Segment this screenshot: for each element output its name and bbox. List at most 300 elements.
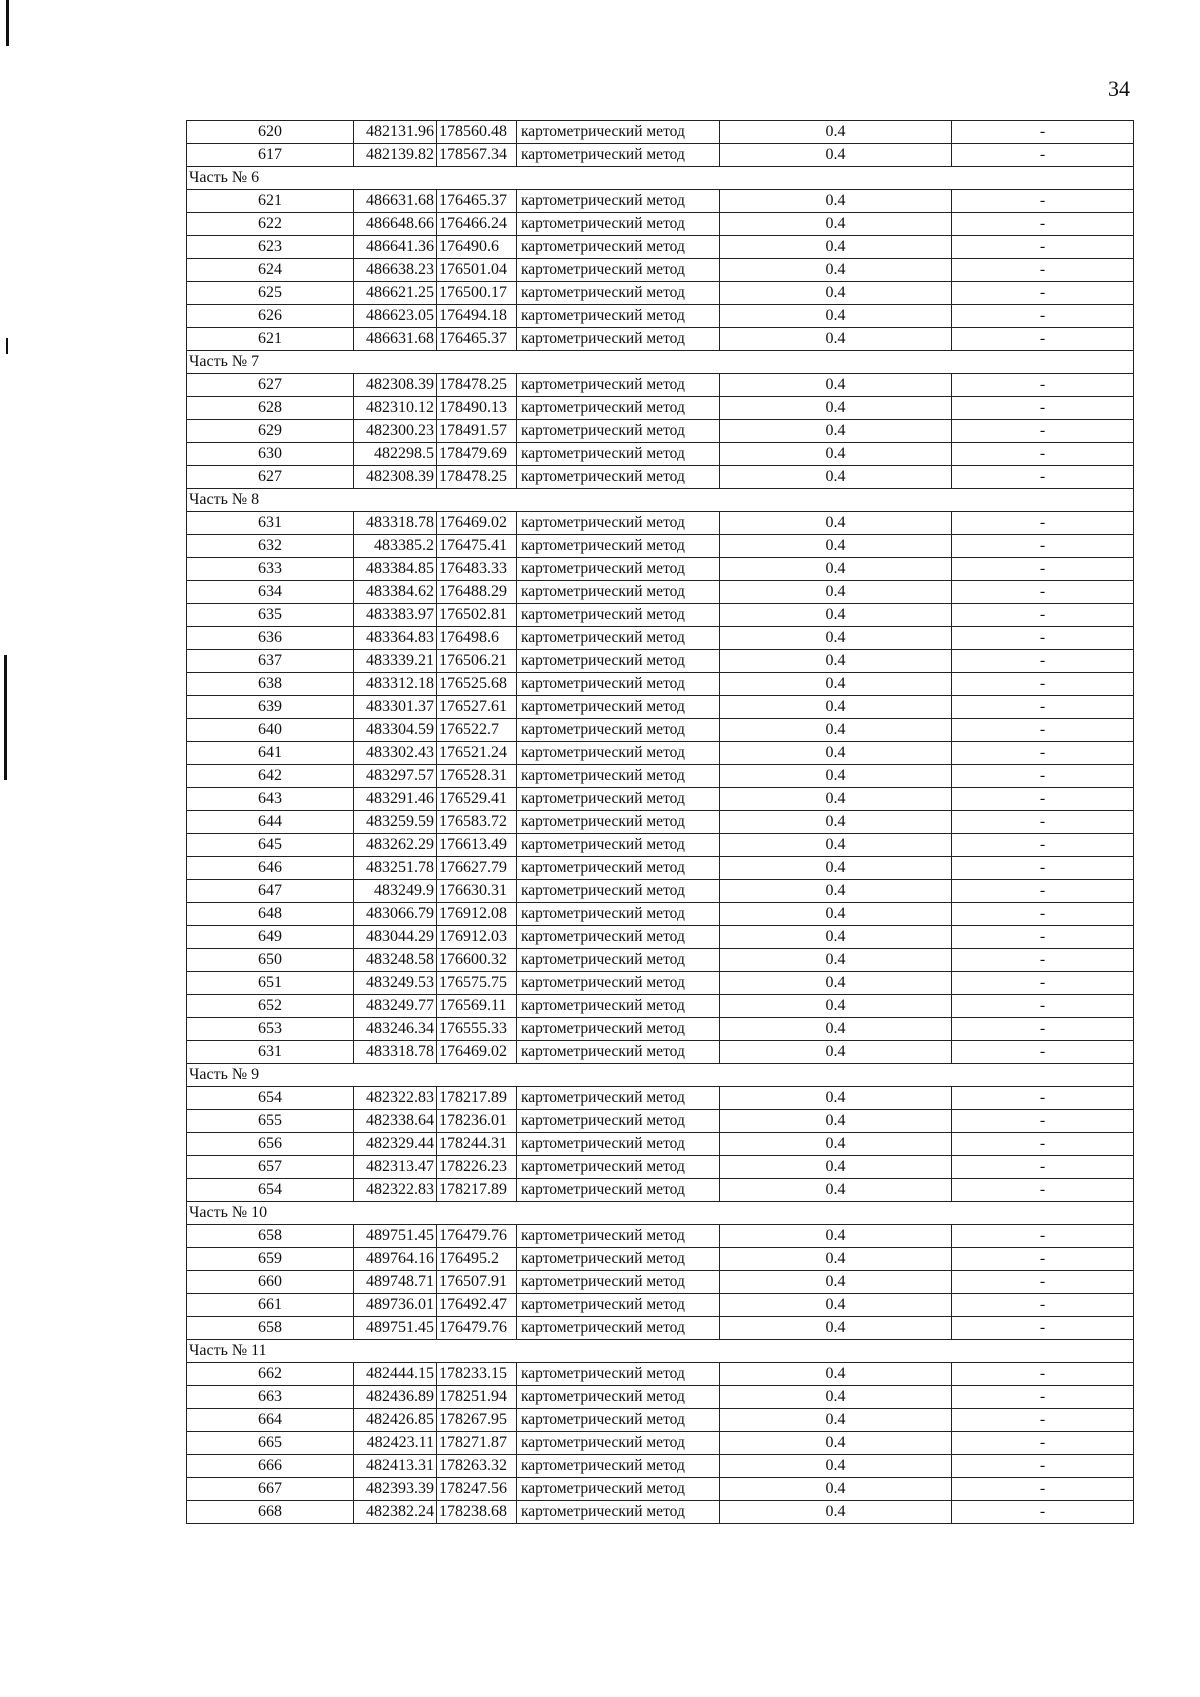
table-row bbox=[187, 581, 1134, 604]
coord-x-cell: 483044.29 bbox=[354, 926, 437, 949]
method-cell: картометрический метод bbox=[517, 1225, 720, 1248]
coordinates-table-body bbox=[187, 121, 1134, 1524]
precision-cell: 0.4 bbox=[720, 1041, 952, 1064]
method-cell: картометрический метод bbox=[517, 213, 720, 236]
method-cell: картометрический метод bbox=[517, 627, 720, 650]
precision-cell: 0.4 bbox=[720, 1179, 952, 1202]
method-cell: картометрический метод bbox=[517, 949, 720, 972]
table-row bbox=[187, 719, 1134, 742]
coord-x-cell: 489751.45 bbox=[354, 1225, 437, 1248]
coord-y-cell: 176600.32 bbox=[437, 949, 517, 972]
coord-y-cell: 176521.24 bbox=[437, 742, 517, 765]
coord-x-cell: 483383.97 bbox=[354, 604, 437, 627]
method-cell: картометрический метод bbox=[517, 1363, 720, 1386]
coord-x-cell: 483385.2 bbox=[354, 535, 437, 558]
description-cell: - bbox=[952, 282, 1134, 305]
method-cell: картометрический метод bbox=[517, 328, 720, 351]
precision-cell: 0.4 bbox=[720, 1478, 952, 1501]
point-number-cell: 623 bbox=[187, 236, 354, 259]
table-row bbox=[187, 1432, 1134, 1455]
coord-y-cell: 176483.33 bbox=[437, 558, 517, 581]
coord-y-cell: 176525.68 bbox=[437, 673, 517, 696]
method-cell: картометрический метод bbox=[517, 926, 720, 949]
coord-x-cell: 483384.85 bbox=[354, 558, 437, 581]
method-cell: картометрический метод bbox=[517, 259, 720, 282]
description-cell: - bbox=[952, 190, 1134, 213]
method-cell: картометрический метод bbox=[517, 650, 720, 673]
point-number-cell: 638 bbox=[187, 673, 354, 696]
point-number-cell: 650 bbox=[187, 949, 354, 972]
coord-y-cell: 176506.21 bbox=[437, 650, 517, 673]
coord-y-cell: 178479.69 bbox=[437, 443, 517, 466]
precision-cell: 0.4 bbox=[720, 1317, 952, 1340]
part-header-row bbox=[187, 167, 1134, 190]
description-cell: - bbox=[952, 213, 1134, 236]
precision-cell: 0.4 bbox=[720, 972, 952, 995]
description-cell: - bbox=[952, 1478, 1134, 1501]
precision-cell: 0.4 bbox=[720, 1501, 952, 1524]
precision-cell: 0.4 bbox=[720, 535, 952, 558]
coord-y-cell: 176569.11 bbox=[437, 995, 517, 1018]
coord-y-cell: 176475.41 bbox=[437, 535, 517, 558]
scan-mark bbox=[4, 655, 7, 780]
table-row bbox=[187, 1271, 1134, 1294]
coord-x-cell: 483249.53 bbox=[354, 972, 437, 995]
coord-y-cell: 178217.89 bbox=[437, 1087, 517, 1110]
precision-cell: 0.4 bbox=[720, 834, 952, 857]
coord-x-cell: 489748.71 bbox=[354, 1271, 437, 1294]
point-number-cell: 631 bbox=[187, 1041, 354, 1064]
table-row bbox=[187, 144, 1134, 167]
table-row bbox=[187, 650, 1134, 673]
table-row bbox=[187, 374, 1134, 397]
coord-x-cell: 482426.85 bbox=[354, 1409, 437, 1432]
method-cell: картометрический метод bbox=[517, 1179, 720, 1202]
table-row bbox=[187, 213, 1134, 236]
coord-x-cell: 482444.15 bbox=[354, 1363, 437, 1386]
point-number-cell: 642 bbox=[187, 765, 354, 788]
coord-x-cell: 482382.24 bbox=[354, 1501, 437, 1524]
method-cell: картометрический метод bbox=[517, 995, 720, 1018]
point-number-cell: 652 bbox=[187, 995, 354, 1018]
coord-y-cell: 178226.23 bbox=[437, 1156, 517, 1179]
coord-y-cell: 178271.87 bbox=[437, 1432, 517, 1455]
coord-x-cell: 482300.23 bbox=[354, 420, 437, 443]
description-cell: - bbox=[952, 1133, 1134, 1156]
coord-x-cell: 483259.59 bbox=[354, 811, 437, 834]
table-row bbox=[187, 1225, 1134, 1248]
description-cell: - bbox=[952, 1294, 1134, 1317]
description-cell: - bbox=[952, 788, 1134, 811]
description-cell: - bbox=[952, 1501, 1134, 1524]
part-label: Часть № 8 bbox=[187, 489, 1134, 512]
description-cell: - bbox=[952, 1317, 1134, 1340]
table-row bbox=[187, 696, 1134, 719]
point-number-cell: 658 bbox=[187, 1317, 354, 1340]
method-cell: картометрический метод bbox=[517, 1386, 720, 1409]
method-cell: картометрический метод bbox=[517, 581, 720, 604]
point-number-cell: 622 bbox=[187, 213, 354, 236]
method-cell: картометрический метод bbox=[517, 1133, 720, 1156]
method-cell: картометрический метод bbox=[517, 397, 720, 420]
precision-cell: 0.4 bbox=[720, 903, 952, 926]
point-number-cell: 657 bbox=[187, 1156, 354, 1179]
precision-cell: 0.4 bbox=[720, 696, 952, 719]
description-cell: - bbox=[952, 1363, 1134, 1386]
coord-x-cell: 483318.78 bbox=[354, 512, 437, 535]
method-cell: картометрический метод bbox=[517, 443, 720, 466]
coord-y-cell: 176912.08 bbox=[437, 903, 517, 926]
method-cell: картометрический метод bbox=[517, 1018, 720, 1041]
coord-y-cell: 176494.18 bbox=[437, 305, 517, 328]
coord-y-cell: 176479.76 bbox=[437, 1225, 517, 1248]
description-cell: - bbox=[952, 535, 1134, 558]
method-cell: картометрический метод bbox=[517, 1110, 720, 1133]
table-row bbox=[187, 535, 1134, 558]
method-cell: картометрический метод bbox=[517, 972, 720, 995]
precision-cell: 0.4 bbox=[720, 466, 952, 489]
point-number-cell: 630 bbox=[187, 443, 354, 466]
coord-y-cell: 176613.49 bbox=[437, 834, 517, 857]
coord-y-cell: 176469.02 bbox=[437, 1041, 517, 1064]
method-cell: картометрический метод bbox=[517, 673, 720, 696]
description-cell: - bbox=[952, 121, 1134, 144]
coord-y-cell: 178490.13 bbox=[437, 397, 517, 420]
coord-x-cell: 483301.37 bbox=[354, 696, 437, 719]
point-number-cell: 649 bbox=[187, 926, 354, 949]
description-cell: - bbox=[952, 972, 1134, 995]
coord-x-cell: 486641.36 bbox=[354, 236, 437, 259]
point-number-cell: 654 bbox=[187, 1087, 354, 1110]
coord-x-cell: 482322.83 bbox=[354, 1087, 437, 1110]
description-cell: - bbox=[952, 811, 1134, 834]
precision-cell: 0.4 bbox=[720, 765, 952, 788]
coord-x-cell: 482139.82 bbox=[354, 144, 437, 167]
table-row bbox=[187, 1294, 1134, 1317]
table-row bbox=[187, 466, 1134, 489]
coord-y-cell: 176490.6 bbox=[437, 236, 517, 259]
coord-y-cell: 176465.37 bbox=[437, 190, 517, 213]
description-cell: - bbox=[952, 1409, 1134, 1432]
table-row bbox=[187, 1455, 1134, 1478]
coord-x-cell: 482308.39 bbox=[354, 374, 437, 397]
coord-x-cell: 483251.78 bbox=[354, 857, 437, 880]
coord-x-cell: 489751.45 bbox=[354, 1317, 437, 1340]
description-cell: - bbox=[952, 466, 1134, 489]
part-header-row bbox=[187, 1064, 1134, 1087]
coord-y-cell: 176495.2 bbox=[437, 1248, 517, 1271]
method-cell: картометрический метод bbox=[517, 144, 720, 167]
description-cell: - bbox=[952, 443, 1134, 466]
description-cell: - bbox=[952, 765, 1134, 788]
point-number-cell: 651 bbox=[187, 972, 354, 995]
coord-y-cell: 176522.7 bbox=[437, 719, 517, 742]
coord-y-cell: 178491.57 bbox=[437, 420, 517, 443]
method-cell: картометрический метод bbox=[517, 1455, 720, 1478]
point-number-cell: 636 bbox=[187, 627, 354, 650]
description-cell: - bbox=[952, 1386, 1134, 1409]
method-cell: картометрический метод bbox=[517, 742, 720, 765]
point-number-cell: 646 bbox=[187, 857, 354, 880]
precision-cell: 0.4 bbox=[720, 742, 952, 765]
precision-cell: 0.4 bbox=[720, 121, 952, 144]
method-cell: картометрический метод bbox=[517, 121, 720, 144]
coord-y-cell: 176583.72 bbox=[437, 811, 517, 834]
precision-cell: 0.4 bbox=[720, 213, 952, 236]
method-cell: картометрический метод bbox=[517, 604, 720, 627]
table-row bbox=[187, 995, 1134, 1018]
precision-cell: 0.4 bbox=[720, 397, 952, 420]
table-row bbox=[187, 259, 1134, 282]
description-cell: - bbox=[952, 696, 1134, 719]
method-cell: картометрический метод bbox=[517, 811, 720, 834]
description-cell: - bbox=[952, 512, 1134, 535]
point-number-cell: 653 bbox=[187, 1018, 354, 1041]
coord-x-cell: 483066.79 bbox=[354, 903, 437, 926]
point-number-cell: 620 bbox=[187, 121, 354, 144]
method-cell: картометрический метод bbox=[517, 420, 720, 443]
coord-y-cell: 176507.91 bbox=[437, 1271, 517, 1294]
method-cell: картометрический метод bbox=[517, 1087, 720, 1110]
point-number-cell: 659 bbox=[187, 1248, 354, 1271]
point-number-cell: 627 bbox=[187, 374, 354, 397]
coord-y-cell: 176627.79 bbox=[437, 857, 517, 880]
coord-y-cell: 178247.56 bbox=[437, 1478, 517, 1501]
table-row bbox=[187, 328, 1134, 351]
method-cell: картометрический метод bbox=[517, 1478, 720, 1501]
scan-mark bbox=[6, 0, 9, 46]
table-row bbox=[187, 788, 1134, 811]
method-cell: картометрический метод bbox=[517, 466, 720, 489]
method-cell: картометрический метод bbox=[517, 282, 720, 305]
coord-x-cell: 486631.68 bbox=[354, 190, 437, 213]
part-label: Часть № 7 bbox=[187, 351, 1134, 374]
table-row bbox=[187, 305, 1134, 328]
coord-y-cell: 178263.32 bbox=[437, 1455, 517, 1478]
table-row bbox=[187, 834, 1134, 857]
coord-y-cell: 178560.48 bbox=[437, 121, 517, 144]
coord-y-cell: 176575.75 bbox=[437, 972, 517, 995]
coord-x-cell: 483249.9 bbox=[354, 880, 437, 903]
table-row bbox=[187, 1156, 1134, 1179]
description-cell: - bbox=[952, 420, 1134, 443]
table-row bbox=[187, 121, 1134, 144]
coord-x-cell: 482436.89 bbox=[354, 1386, 437, 1409]
method-cell: картометрический метод bbox=[517, 1501, 720, 1524]
point-number-cell: 627 bbox=[187, 466, 354, 489]
precision-cell: 0.4 bbox=[720, 1156, 952, 1179]
coord-y-cell: 176479.76 bbox=[437, 1317, 517, 1340]
description-cell: - bbox=[952, 1225, 1134, 1248]
precision-cell: 0.4 bbox=[720, 1455, 952, 1478]
method-cell: картометрический метод bbox=[517, 1409, 720, 1432]
point-number-cell: 629 bbox=[187, 420, 354, 443]
method-cell: картометрический метод bbox=[517, 719, 720, 742]
point-number-cell: 666 bbox=[187, 1455, 354, 1478]
method-cell: картометрический метод bbox=[517, 788, 720, 811]
coord-y-cell: 176527.61 bbox=[437, 696, 517, 719]
method-cell: картометрический метод bbox=[517, 374, 720, 397]
coord-x-cell: 483297.57 bbox=[354, 765, 437, 788]
table-row bbox=[187, 926, 1134, 949]
description-cell: - bbox=[952, 880, 1134, 903]
coord-y-cell: 178267.95 bbox=[437, 1409, 517, 1432]
coord-x-cell: 482338.64 bbox=[354, 1110, 437, 1133]
part-label: Часть № 10 bbox=[187, 1202, 1134, 1225]
table-row bbox=[187, 604, 1134, 627]
precision-cell: 0.4 bbox=[720, 627, 952, 650]
coord-x-cell: 482423.11 bbox=[354, 1432, 437, 1455]
table-row bbox=[187, 1501, 1134, 1524]
description-cell: - bbox=[952, 604, 1134, 627]
description-cell: - bbox=[952, 926, 1134, 949]
coord-x-cell: 482313.47 bbox=[354, 1156, 437, 1179]
point-number-cell: 633 bbox=[187, 558, 354, 581]
precision-cell: 0.4 bbox=[720, 857, 952, 880]
table-row bbox=[187, 512, 1134, 535]
precision-cell: 0.4 bbox=[720, 374, 952, 397]
description-cell: - bbox=[952, 1041, 1134, 1064]
table-row bbox=[187, 1409, 1134, 1432]
point-number-cell: 661 bbox=[187, 1294, 354, 1317]
precision-cell: 0.4 bbox=[720, 811, 952, 834]
coord-x-cell: 483246.34 bbox=[354, 1018, 437, 1041]
part-header-row bbox=[187, 1340, 1134, 1363]
method-cell: картометрический метод bbox=[517, 1248, 720, 1271]
description-cell: - bbox=[952, 627, 1134, 650]
coord-y-cell: 178478.25 bbox=[437, 466, 517, 489]
point-number-cell: 632 bbox=[187, 535, 354, 558]
precision-cell: 0.4 bbox=[720, 1248, 952, 1271]
point-number-cell: 667 bbox=[187, 1478, 354, 1501]
part-header-row bbox=[187, 351, 1134, 374]
coord-y-cell: 176465.37 bbox=[437, 328, 517, 351]
method-cell: картометрический метод bbox=[517, 903, 720, 926]
point-number-cell: 617 bbox=[187, 144, 354, 167]
coord-x-cell: 483249.77 bbox=[354, 995, 437, 1018]
method-cell: картометрический метод bbox=[517, 305, 720, 328]
coord-x-cell: 482308.39 bbox=[354, 466, 437, 489]
method-cell: картометрический метод bbox=[517, 1432, 720, 1455]
method-cell: картометрический метод bbox=[517, 765, 720, 788]
precision-cell: 0.4 bbox=[720, 259, 952, 282]
precision-cell: 0.4 bbox=[720, 949, 952, 972]
description-cell: - bbox=[952, 558, 1134, 581]
table-row bbox=[187, 972, 1134, 995]
table-row bbox=[187, 558, 1134, 581]
table-row bbox=[187, 857, 1134, 880]
coord-x-cell: 483339.21 bbox=[354, 650, 437, 673]
precision-cell: 0.4 bbox=[720, 650, 952, 673]
point-number-cell: 628 bbox=[187, 397, 354, 420]
point-number-cell: 637 bbox=[187, 650, 354, 673]
coord-x-cell: 483302.43 bbox=[354, 742, 437, 765]
precision-cell: 0.4 bbox=[720, 1409, 952, 1432]
coord-y-cell: 176466.24 bbox=[437, 213, 517, 236]
description-cell: - bbox=[952, 1179, 1134, 1202]
point-number-cell: 626 bbox=[187, 305, 354, 328]
coord-x-cell: 482310.12 bbox=[354, 397, 437, 420]
coord-x-cell: 482298.5 bbox=[354, 443, 437, 466]
table-row bbox=[187, 1018, 1134, 1041]
point-number-cell: 625 bbox=[187, 282, 354, 305]
method-cell: картометрический метод bbox=[517, 236, 720, 259]
description-cell: - bbox=[952, 328, 1134, 351]
coord-y-cell: 176469.02 bbox=[437, 512, 517, 535]
coord-x-cell: 482322.83 bbox=[354, 1179, 437, 1202]
description-cell: - bbox=[952, 903, 1134, 926]
description-cell: - bbox=[952, 1110, 1134, 1133]
table-row bbox=[187, 1248, 1134, 1271]
table-row bbox=[187, 282, 1134, 305]
precision-cell: 0.4 bbox=[720, 1133, 952, 1156]
coord-y-cell: 176500.17 bbox=[437, 282, 517, 305]
coordinates-table bbox=[186, 120, 1134, 1524]
precision-cell: 0.4 bbox=[720, 282, 952, 305]
point-number-cell: 647 bbox=[187, 880, 354, 903]
table-row bbox=[187, 397, 1134, 420]
point-number-cell: 655 bbox=[187, 1110, 354, 1133]
method-cell: картометрический метод bbox=[517, 535, 720, 558]
precision-cell: 0.4 bbox=[720, 190, 952, 213]
point-number-cell: 660 bbox=[187, 1271, 354, 1294]
coord-y-cell: 178236.01 bbox=[437, 1110, 517, 1133]
description-cell: - bbox=[952, 581, 1134, 604]
precision-cell: 0.4 bbox=[720, 1294, 952, 1317]
coord-y-cell: 178251.94 bbox=[437, 1386, 517, 1409]
coord-x-cell: 483248.58 bbox=[354, 949, 437, 972]
coord-x-cell: 489764.16 bbox=[354, 1248, 437, 1271]
coord-x-cell: 483304.59 bbox=[354, 719, 437, 742]
coord-y-cell: 176912.03 bbox=[437, 926, 517, 949]
part-header-row bbox=[187, 1202, 1134, 1225]
method-cell: картометрический метод bbox=[517, 1041, 720, 1064]
description-cell: - bbox=[952, 834, 1134, 857]
part-header-row bbox=[187, 489, 1134, 512]
table-row bbox=[187, 765, 1134, 788]
precision-cell: 0.4 bbox=[720, 328, 952, 351]
coord-x-cell: 483364.83 bbox=[354, 627, 437, 650]
point-number-cell: 648 bbox=[187, 903, 354, 926]
point-number-cell: 658 bbox=[187, 1225, 354, 1248]
table-row bbox=[187, 236, 1134, 259]
point-number-cell: 663 bbox=[187, 1386, 354, 1409]
precision-cell: 0.4 bbox=[720, 558, 952, 581]
page-number: 34 bbox=[1108, 76, 1130, 101]
precision-cell: 0.4 bbox=[720, 1432, 952, 1455]
method-cell: картометрический метод bbox=[517, 512, 720, 535]
coord-x-cell: 483312.18 bbox=[354, 673, 437, 696]
coord-y-cell: 178567.34 bbox=[437, 144, 517, 167]
description-cell: - bbox=[952, 144, 1134, 167]
precision-cell: 0.4 bbox=[720, 305, 952, 328]
description-cell: - bbox=[952, 397, 1134, 420]
coord-y-cell: 176501.04 bbox=[437, 259, 517, 282]
description-cell: - bbox=[952, 1455, 1134, 1478]
coord-x-cell: 489736.01 bbox=[354, 1294, 437, 1317]
method-cell: картометрический метод bbox=[517, 696, 720, 719]
description-cell: - bbox=[952, 259, 1134, 282]
precision-cell: 0.4 bbox=[720, 1087, 952, 1110]
table-row bbox=[187, 1087, 1134, 1110]
coord-y-cell: 178233.15 bbox=[437, 1363, 517, 1386]
precision-cell: 0.4 bbox=[720, 1225, 952, 1248]
precision-cell: 0.4 bbox=[720, 880, 952, 903]
coord-x-cell: 482393.39 bbox=[354, 1478, 437, 1501]
method-cell: картометрический метод bbox=[517, 190, 720, 213]
point-number-cell: 640 bbox=[187, 719, 354, 742]
table-row bbox=[187, 1317, 1134, 1340]
